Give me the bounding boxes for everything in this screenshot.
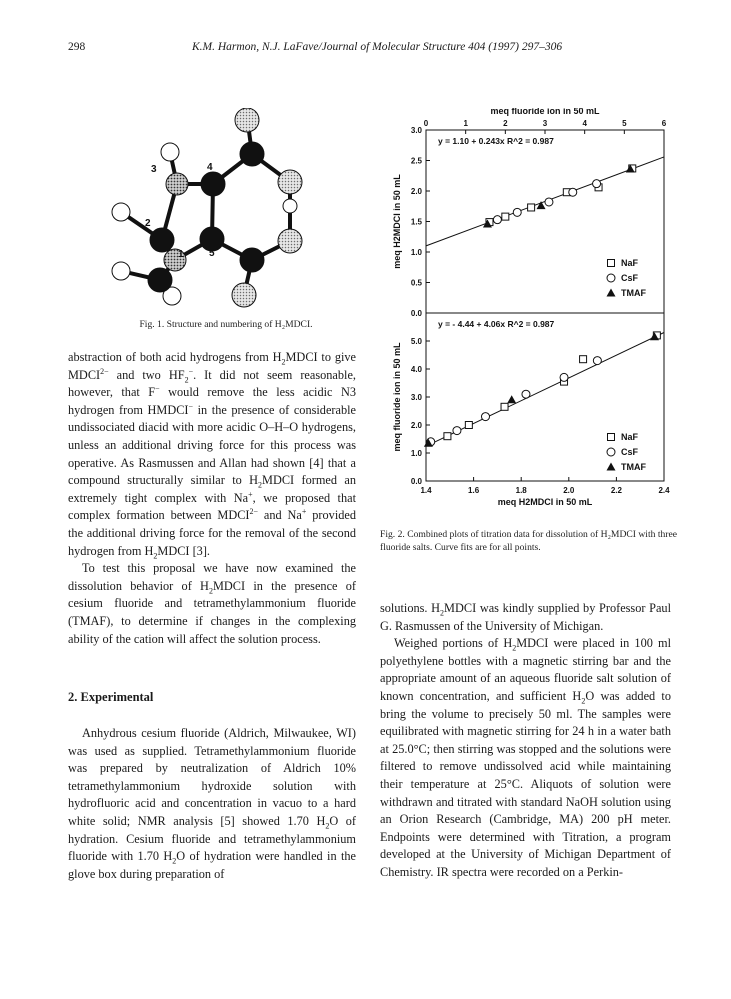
data-point-csf [545,198,553,206]
paragraph-materials: Anhydrous cesium fluoride (Aldrich, Milwaukee, WI) was used as supplied. Tetramethylammonium fluoride was prepared by neutralization of Aldrich 10% tetramethylammonium hydroxide solution with hydrofluoric acid and concentration in vacuo to a hard white solid; NMR analysis [5] showed 1.70 $H_2O$ of hydration. Cesium fluoride and tetramethylammonium fluoride with 1.70 $H_2O$ of hydration were handled in the glove box during preparation of [68,726,356,881]
data-point-csf [593,357,601,365]
atom-c-carboxyl-top [240,142,264,166]
data-point-naf [465,422,472,429]
atom-c2 [150,228,174,252]
y-tick-label: 0.5 [410,278,422,288]
figure2-chart [380,108,680,528]
data-point-naf [502,213,509,220]
y-axis-label: meq fluoride ion in 50 mL [392,342,402,452]
legend-label-tmaf: TMAF [621,288,646,298]
top-tick-label: 2 [503,119,508,128]
paragraph-procedure: Weighed portions of $H_2MDCI$ were placed in 100 ml polyethylene bottles with a magnetic stirring bar and the appropriate amount of an aqueous fluoride salt solution of known concentration, and sufficient $H_2O$ was added to bring the volume to precisely 50 ml. The samples were equilibrated with magnetic stirring for 24 h in a water bath at 25.0°C; then stirring was stopped and the solutions were filtered to remove undissolved acid while maintaining their temperature at 25°C. Aliquots of solution were withdrawn and titrated with standard NaOH solution using an Orion Research (Cambridge, MA) 200 pH meter. Endpoints were determined with Titration, a program developed at the University of Michigan Department of Chemistry. IR spectra were recorded on a Perkin- [380,636,671,879]
atom-o-bottom [232,283,256,307]
y-tick-label: 3.0 [410,126,422,135]
x-tick-label: 1.8 [515,486,527,495]
top-tick-label: 6 [661,119,667,128]
atom-h-c2 [112,203,130,221]
y-tick-label: 4.0 [410,365,422,374]
fit-line [426,332,664,446]
atom-label-3: 3 [151,164,157,175]
x-tick-label: 2.2 [610,486,622,495]
atom-n3 [166,173,188,195]
legend-marker-tmaf [607,463,616,471]
y-tick-label: 1.0 [410,248,422,257]
top-tick-label: 0 [423,119,429,128]
figure1-structure [95,108,345,313]
data-point-naf [528,204,535,211]
column-left-experimental [68,725,356,883]
y-tick-label: 2.5 [410,156,422,166]
x-tick-label: 2.0 [563,486,575,495]
atom-label-1: 1 [178,249,184,260]
y-tick-label: 1.5 [410,217,422,227]
page-header [68,41,672,57]
data-point-tmaf [537,201,546,209]
atom-label-2: 2 [145,218,151,229]
x-axis-label: meq H2MDCI in 50 mL [497,497,593,507]
atom-h-methyl-a [112,262,130,280]
y-tick-label: 5.0 [410,337,422,346]
legend-marker-naf [608,260,615,267]
data-point-csf [493,216,501,224]
atom-c-methyl [148,268,172,292]
figure1-caption: Fig. 1. Structure and numbering of H₂MDCI. [139,319,313,330]
y-axis-label: meq H2MDCI in 50 mL [392,174,402,269]
top-tick-label: 4 [582,119,587,128]
atom-h-n3 [161,143,179,161]
top-tick-label: 5 [622,119,627,128]
data-point-naf [444,433,451,440]
legend-marker-csf [607,448,615,456]
data-point-tmaf [507,395,516,403]
y-tick-label: 0.0 [410,477,422,486]
data-point-csf [453,427,461,435]
running-title: K.M. Harmon, N.J. LaFave/Journal of Molecular Structure 404 (1997) 297–306 [192,41,563,53]
x-tick-label: 2.4 [658,486,670,495]
legend-marker-csf [607,274,615,282]
y-tick-label: 3.0 [410,393,422,402]
figure2-caption: Fig. 2. Combined plots of titration data for dissolution of H₂MDCI with three fluoride salts. Curve fits are for all points. [380,529,677,553]
paragraph-proposal: To test this proposal we have now examined the dissolution behavior of $H_2MDCI$ in the presence of cesium fluoride and tetramethylammonium fluoride (TMAF), to determine if changes in the complexing ability of the cation will affect the solution process. [68,561,356,646]
legend-marker-tmaf [607,289,616,297]
paragraph-solutions: solutions. $H_2MDCI$ was kindly supplied by Professor Paul G. Rasmussen of the University of Michigan. [380,601,671,633]
fit-equation: y = - 4.44 + 4.06x R^2 = 0.987 [438,319,555,329]
top-axis-label: meq fluoride ion in 50 mL [490,108,600,116]
legend-label-naf: NaF [621,258,639,268]
x-tick-label: 1.4 [420,486,432,495]
section-heading-experimental: 2. Experimental [68,690,154,704]
data-point-naf [580,356,587,363]
page-number: 298 [68,41,86,53]
paragraph-abstraction: abstraction of both acid hydrogens from $H_2MDCI$ to give $MDCI^{2-}$ and two $HF_2^-$. It did not seem reasonable, however, that F− would remove the less acidic N3 hydrogen from HMDCI− in the presence of considerable undissociated diacid with more acidic O–H–O hydrogens, unless an additional driving force for this process was operative. As Rasmussen and Allan had shown [4] that a compound structurally similar to $H_2MDCI$ formed an extremely tight complex with Na+, we proposed that complex formation between $MDCI^{2-}$ and Na+ provided the additional driving force for the removal of the second hydrogen from $H_2MDCI$ [3]. [68,350,356,560]
atom-label-5: 5 [209,248,215,259]
column-right [380,600,671,882]
legend-label-naf: NaF [621,432,639,442]
column-left-top [68,349,356,648]
y-tick-label: 2.0 [410,421,422,430]
top-tick-label: 3 [542,119,548,128]
plot-frame [426,130,664,313]
y-tick-label: 1.0 [410,449,422,458]
atom-c-carboxyl-bottom [240,248,264,272]
fit-equation: y = 1.10 + 0.243x R^2 = 0.987 [438,136,554,146]
atom-o-right-top [278,170,302,194]
data-point-csf [513,208,521,216]
chart-top-panel [392,108,667,318]
data-point-csf [522,390,530,398]
legend-label-csf: CsF [621,447,639,457]
data-point-csf [569,188,577,196]
legend-label-tmaf: TMAF [621,462,646,472]
legend-marker-naf [608,434,615,441]
atom-o-right-bottom [278,229,302,253]
data-point-csf [560,373,568,381]
x-tick-label: 1.6 [468,486,480,495]
data-point-naf [501,403,508,410]
y-tick-label: 2.0 [410,187,422,196]
y-tick-label: 0.0 [410,309,422,318]
top-tick-label: 1 [463,119,468,128]
bonds [121,116,290,296]
atom-h-bridge [283,199,297,213]
data-point-csf [482,413,490,421]
data-point-csf [593,180,601,188]
chart-bottom-panel [392,313,670,507]
atom-o-top [235,108,259,132]
legend-label-csf: CsF [621,273,639,283]
atom-c4 [201,172,225,196]
atom-label-4: 4 [207,162,213,173]
